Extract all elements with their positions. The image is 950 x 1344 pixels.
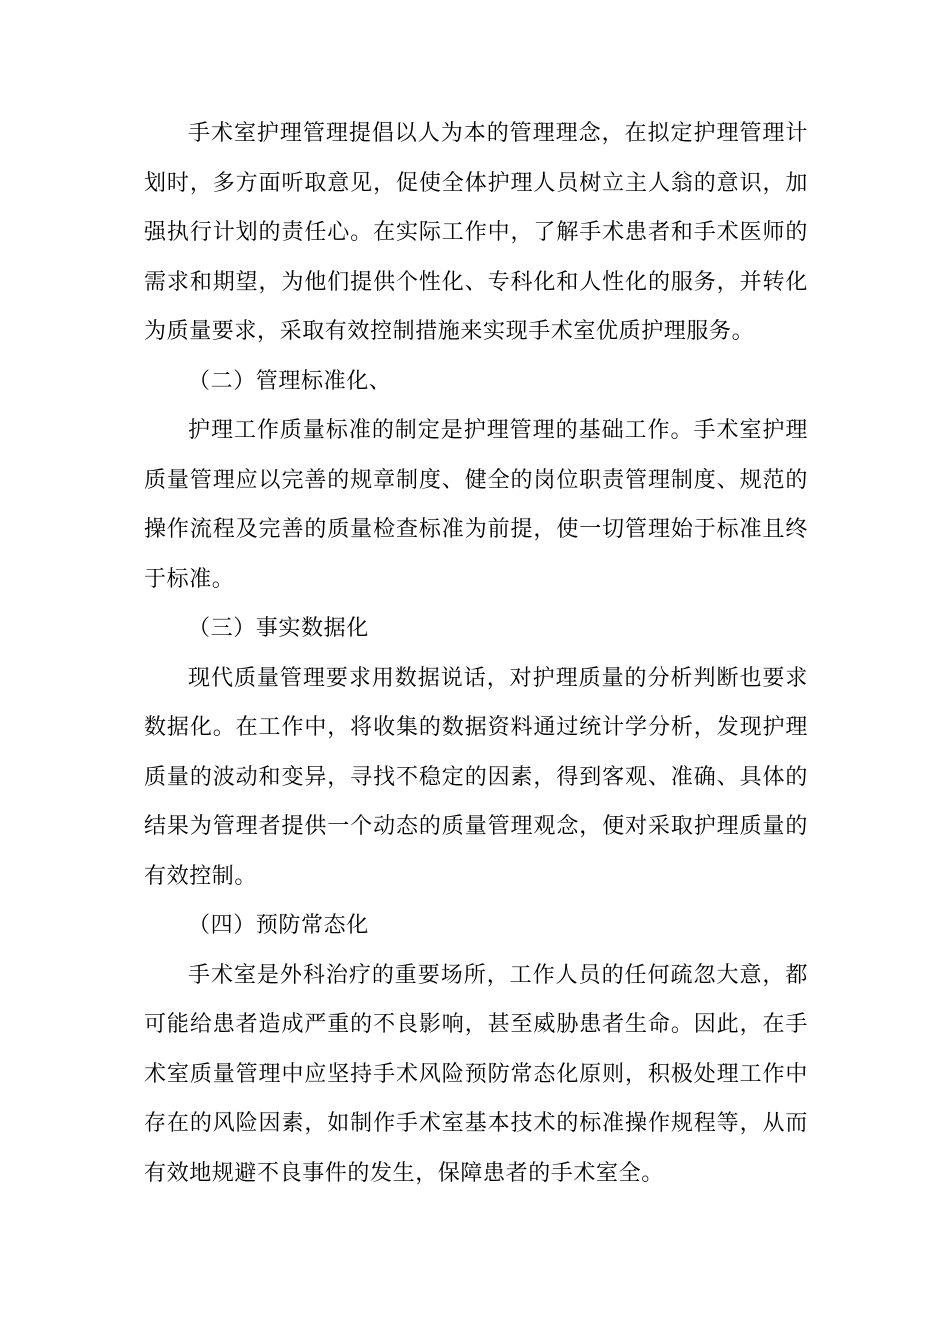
section-heading-standardization: （二）管理标准化、 [188,368,392,394]
paragraph-patient-centered: 手术室护理管理提倡以人为本的管理理念，在拟定护理管理计划时，多方面听取意见，促使全体护理人员树立主人翁的意识，加强执行计划的责任心。在实际工作中，了解手术患者和手术医师的需求和期望，为他们提供个性化、专科化和人性化的服务，并转化为质量要求，采取有效控制措施来实现手术室优质护理服务。 [144,121,808,344]
paragraph-standardization: 护理工作质量标准的制定是护理管理的基础工作。手术室护理质量管理应以完善的规章制度、健全的岗位职责管理制度、规范的操作流程及完善的质量检查标准为前提，使一切管理始于标准且终于标准。 [144,418,808,592]
paragraph-prevention: 手术室是外科治疗的重要场所，工作人员的任何疏忽大意，都可能给患者造成严重的不良影响，甚至威胁患者生命。因此，在手术室质量管理中应坚持手术风险预防常态化原则，积极处理工作中存在的风险因素，如制作手术室基本技术的标准操作规程等，从而有效地规避不良事件的发生，保障患者的手术室全。 [144,962,808,1186]
section-heading-data: （三）事实数据化 [188,616,369,641]
section-heading-prevention: （四）预防常态化 [188,913,369,938]
paragraph-data: 现代质量管理要求用数据说话，对护理质量的分析判断也要求数据化。在工作中，将收集的数据资料通过统计学分析，发现护理质量的波动和变异，寻找不稳定的因素，得到客观、准确、具体的结果为管理者提供一个动态的质量管理观念，便对采取护理质量的有效控制。 [144,665,808,889]
document-body [144,109,808,1198]
